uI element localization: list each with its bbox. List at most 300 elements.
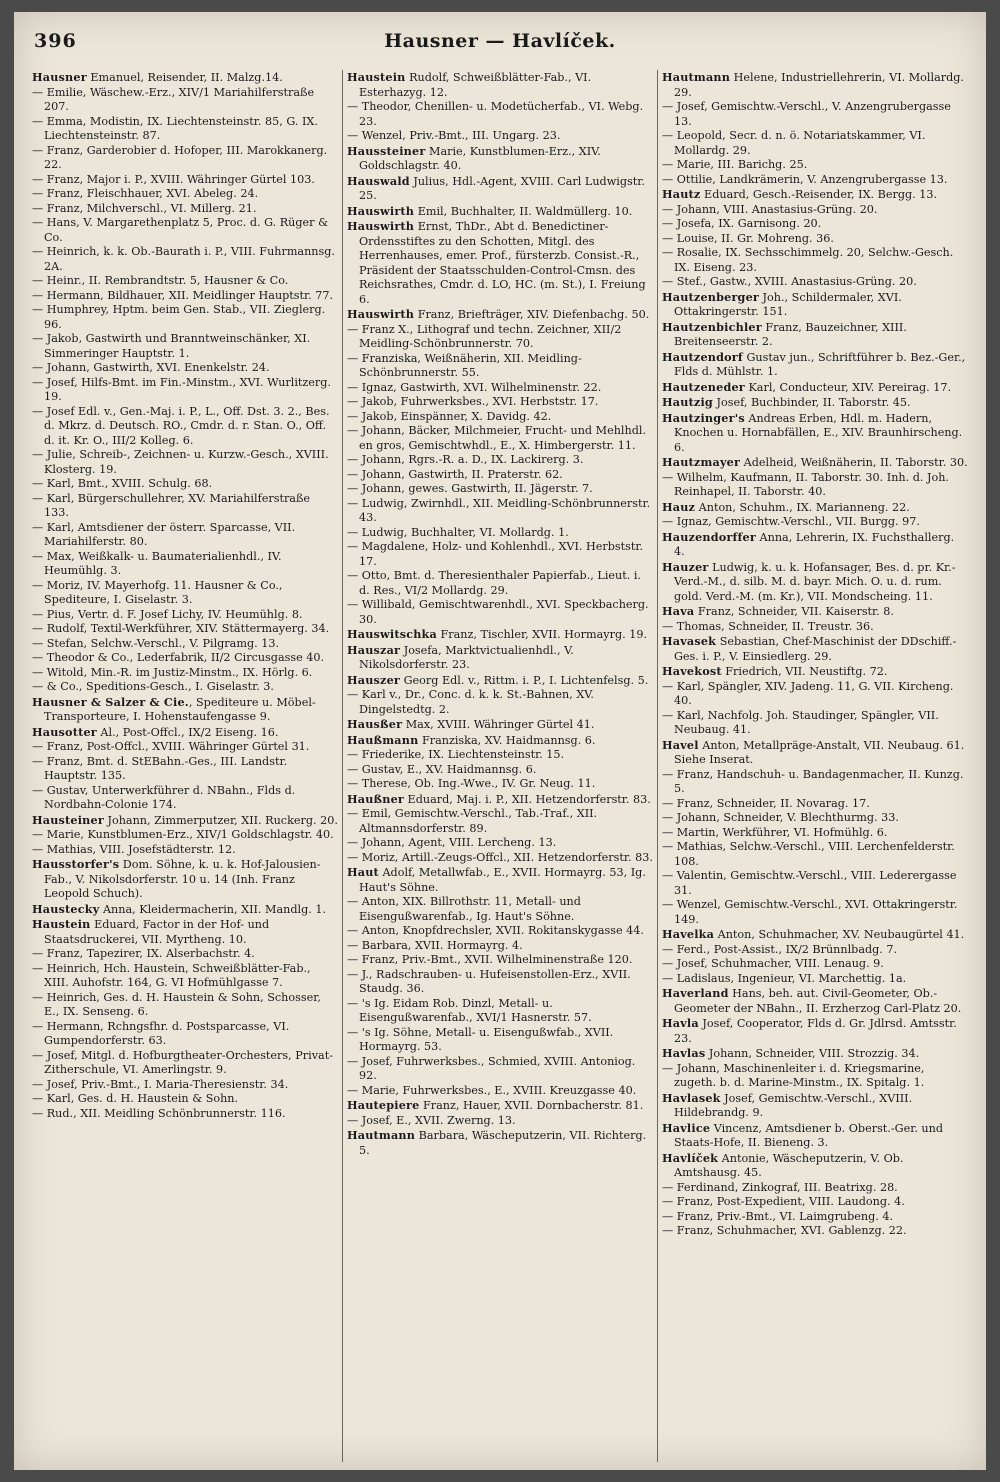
- directory-entry: [347, 410, 653, 425]
- entry-text: — Jakob, Gastwirth und Branntweinschänker, XI. Simmeringer Hauptstr. 1.: [32, 332, 311, 360]
- entry-text: — Johann, Schneider, V. Blechthurmg. 33.: [662, 811, 899, 824]
- entry-surname: Haustein: [32, 917, 91, 931]
- entry-text: — Pius, Vertr. d. F. Josef Lichy, IV. Heumühlg. 8.: [32, 607, 303, 621]
- directory-entry: [347, 748, 653, 763]
- entry-surname: Hautzig: [662, 395, 713, 409]
- directory-entry: [347, 569, 653, 598]
- entry-surname: Hautzenbichler: [662, 319, 762, 334]
- entry-text: — Jakob, Einspänner, X. Davidg. 42.: [347, 409, 552, 423]
- entry-surname: Hausner: [32, 70, 87, 84]
- entry-surname: Hauz: [662, 499, 696, 514]
- entry-text: — Martin, Werkführer, VI. Hofmühlg. 6.: [662, 825, 888, 839]
- directory-entry: [32, 86, 338, 115]
- entry-text: — Josef, Fuhrwerksbes., Schmied, XVIII. Antoniog. 92.: [347, 1054, 636, 1082]
- entry-surname: Hauswirth: [347, 203, 415, 218]
- entry-surname: Havel: [662, 737, 699, 752]
- entry-text: — Marie, III. Barichg. 25.: [662, 158, 808, 171]
- entry-surname: Haustecky: [32, 901, 100, 916]
- entry-text: — Franz, Handschuh- u. Bandagenmacher, II. Kunzg. 5.: [662, 767, 964, 795]
- directory-entry: [347, 865, 653, 895]
- directory-entry: [32, 1049, 338, 1078]
- directory-entry: [347, 836, 653, 851]
- entry-surname: Hauszar: [347, 642, 401, 657]
- directory-entry: [32, 857, 338, 902]
- entry-text: Anna, Lehrerin, IX. Fuchsthallerg. 4.: [674, 530, 955, 558]
- directory-entry: [347, 953, 653, 968]
- entry-text: Antonie, Wäscheputzerin, V. Ob. Amtshausg. 45.: [674, 1151, 904, 1179]
- entry-text: Josef, Cooperator, Flds d. Gr. Jdlrsd. Amtsstr. 23.: [674, 1017, 957, 1045]
- directory-entry: [347, 468, 653, 483]
- entry-text: — Mathias, VIII. Josefstädterstr. 12.: [32, 842, 236, 856]
- directory-entry: [32, 187, 338, 202]
- entry-text: Josefa, Marktvictualienhdl., V. Nikolsdorferstr. 23.: [359, 643, 574, 671]
- entry-text: Julius, Hdl.-Agent, XVIII. Carl Ludwigstr. 25.: [359, 174, 645, 202]
- directory-entry: [32, 622, 338, 637]
- entry-text: — Franz, Tapezirer, IX. Alserbachstr. 4.: [32, 947, 255, 960]
- entry-surname: Hauswirth: [347, 219, 415, 233]
- entry-text: Al., Post-Offcl., IX/2 Eiseng. 16.: [96, 725, 279, 739]
- column-divider: [342, 70, 343, 1462]
- directory-entry: [662, 560, 968, 605]
- directory-entry: [32, 962, 338, 991]
- entry-text: — Johann, VIII. Anastasius-Grüng. 20.: [662, 202, 878, 216]
- directory-entry: [662, 797, 968, 812]
- entry-text: — Jakob, Fuhrwerksbes., XVI. Herbststr. 17.: [347, 395, 599, 408]
- directory-entry: [662, 840, 968, 869]
- directory-entry: [347, 1055, 653, 1084]
- entry-text: — Ludwig, Buchhalter, VI. Mollardg. 1.: [347, 525, 569, 539]
- entry-text: — Hermann, Bildhauer, XII. Meidlinger Hauptstr. 77.: [32, 288, 334, 302]
- entry-text: — Valentin, Gemischtw.-Verschl., VIII. Lederergasse 31.: [662, 869, 957, 897]
- entry-text: Eduard, Maj. i. P., XII. Hetzendorferstr. 83.: [404, 792, 651, 806]
- entry-text: — Thomas, Schneider, II. Treustr. 36.: [662, 619, 874, 633]
- entry-text: Emil, Buchhalter, II. Waldmüllerg. 10.: [414, 204, 633, 218]
- directory-entry: [32, 740, 338, 755]
- directory-entry: [347, 381, 653, 396]
- entry-text: — Heinrich, k. k. Ob.-Baurath i. P., VIII. Fuhrmannsg. 2A.: [32, 245, 335, 273]
- entry-text: — Karl, Ges. d. H. Haustein & Sohn.: [32, 1092, 239, 1105]
- entry-text: Franz, Hauer, XVII. Dornbacherstr. 81.: [419, 1099, 644, 1112]
- directory-entry: [32, 448, 338, 477]
- entry-text: — Mathias, Selchw.-Verschl., VIII. Lerchenfelderstr. 108.: [662, 840, 955, 868]
- entry-text: — Theodor, Chenillen- u. Modetücherfab., VI. Webg. 23.: [347, 100, 644, 128]
- directory-entry: [347, 627, 653, 643]
- entry-text: — Stefan, Selchw.-Verschl., V. Pilgramg. 13.: [32, 636, 280, 650]
- directory-entry: [32, 477, 338, 492]
- entry-text: — Barbara, XVII. Hormayrg. 4.: [347, 938, 523, 952]
- directory-entry: [662, 1046, 968, 1062]
- directory-entry: [662, 1224, 968, 1239]
- directory-entry: [662, 826, 968, 841]
- entry-text: — Moriz, IV. Mayerhofg. 11. Hausner & Co., Spediteure, I. Giselastr. 3.: [32, 578, 283, 606]
- entry-text: — Emil, Gemischtw.-Verschl., Tab.-Traf., XII. Altmannsdorferstr. 89.: [347, 807, 598, 835]
- entry-text: — & Co., Speditions-Gesch., I. Giselastr. 3.: [32, 680, 274, 693]
- directory-entry: [32, 70, 338, 86]
- entry-text: — Karl, Nachfolg. Joh. Staudinger, Spängler, VII. Neubaug. 41.: [662, 708, 939, 736]
- directory-entry: [662, 395, 968, 411]
- entry-text: — Karl v., Dr., Conc. d. k. k. St.-Bahnen, XV. Dingelstedtg. 2.: [347, 688, 594, 716]
- directory-entry: [32, 521, 338, 550]
- entry-text: — Rosalie, IX. Sechsschimmelg. 20, Selchw.-Gesch. IX. Eiseng. 23.: [662, 246, 954, 274]
- directory-entry: [662, 620, 968, 635]
- entry-text: — J., Radschrauben- u. Hufeisenstollen-Erz., XVII. Staudg. 36.: [347, 967, 631, 995]
- entry-text: Anton, Schuhmacher, XV. Neubaugürtel 41.: [714, 928, 965, 941]
- directory-entry: [662, 1062, 968, 1091]
- entry-text: Franziska, XV. Haidmannsg. 6.: [418, 733, 596, 747]
- directory-entry: [662, 471, 968, 500]
- entry-text: — Ferd., Post-Assist., IX/2 Brünnlbadg. 7.: [662, 942, 898, 956]
- entry-text: — Gustav, E., XV. Haidmannsg. 6.: [347, 762, 537, 776]
- entry-text: Anton, Metallpräge-Anstalt, VII. Neubaug. 61. Siehe Inserat.: [674, 738, 965, 766]
- directory-entry: [347, 482, 653, 497]
- directory-entry: [662, 634, 968, 664]
- entry-text: — Ignaz, Gemischtw.-Verschl., VII. Burgg. 97.: [662, 515, 920, 528]
- entry-text: — Franz, Priv.-Bmt., VI. Laimgrubeng. 4.: [662, 1209, 894, 1223]
- entry-text: Friedrich, VII. Neustiftg. 72.: [721, 665, 888, 678]
- entry-surname: Hausstorfer's: [32, 857, 120, 871]
- entry-surname: Hausner & Salzer & Cie.: [32, 694, 189, 709]
- directory-entry: [662, 1181, 968, 1196]
- entry-text: — Franz, Major i. P., XVIII. Währinger Gürtel 103.: [32, 172, 315, 186]
- directory-entry: [347, 1026, 653, 1055]
- directory-entry: [662, 1210, 968, 1225]
- directory-entry: [347, 997, 653, 1026]
- entry-text: — Karl, Bmt., XVIII. Schulg. 68.: [32, 477, 213, 490]
- directory-entry: [32, 579, 338, 608]
- directory-entry: [662, 1121, 968, 1151]
- directory-entry: [662, 320, 968, 350]
- entry-surname: Hautz: [662, 187, 701, 201]
- entry-text: Gustav jun., Schriftführer b. Bez.-Ger., Flds d. Mühlstr. 1.: [674, 350, 966, 378]
- entry-text: Johann, Schneider, VIII. Strozzig. 34.: [705, 1047, 920, 1060]
- directory-entry: [32, 492, 338, 521]
- entry-surname: Haverland: [662, 986, 729, 1000]
- entry-text: — Josef, Schuhmacher, VIII. Lenaug. 9.: [662, 957, 884, 970]
- directory-entry: [32, 202, 338, 217]
- entry-text: — Gustav, Unterwerkführer d. NBahn., Flds d. Nordbahn-Colonie 174.: [32, 783, 296, 811]
- entry-text: Karl, Conducteur, XIV. Pereirag. 17.: [744, 380, 952, 394]
- directory-entry: [347, 540, 653, 569]
- directory-entry: [32, 917, 338, 947]
- entry-text: — Wenzel, Priv.-Bmt., III. Ungarg. 23.: [347, 129, 561, 142]
- directory-entry: [662, 943, 968, 958]
- entry-text: — Heinr., II. Rembrandtstr. 5, Hausner & Co.: [32, 274, 289, 287]
- entry-text: Ludwig, k. u. k. Hofansager, Bes. d. pr. Kr.-Verd.-M., d. silb. M. d. bayr. Mich. O. u. d. rum. gold. Verd.-M. (m. Kr.), VII. Mondscheing. 11.: [674, 560, 956, 603]
- entry-text: — Emilie, Wäschew.-Erz., XIV/1 Mariahilferstraße 207.: [32, 85, 315, 113]
- directory-entry: [32, 637, 338, 652]
- directory-entry: [347, 219, 653, 307]
- entry-text: Hans, beh. aut. Civil-Geometer, Ob.-Geometer der NBahn., II. Erzherzog Carl-Platz 20.: [674, 987, 962, 1015]
- directory-entry: [347, 70, 653, 100]
- directory-entry: [347, 453, 653, 468]
- directory-entry: [662, 455, 968, 471]
- directory-entry: [662, 515, 968, 530]
- directory-entry: [662, 232, 968, 247]
- entry-text: Emanuel, Reisender, II. Malzg.14.: [86, 71, 283, 84]
- entry-text: Adolf, Metallwfab., E., XVII. Hormayrg. 53, Ig. Haut's Söhne.: [359, 866, 646, 894]
- entry-text: — Franz, Bmt. d. StEBahn.-Ges., III. Landstr. Hauptstr. 135.: [32, 754, 288, 782]
- entry-text: — Friederike, IX. Liechtensteinstr. 15.: [347, 748, 565, 761]
- entry-text: — Heinrich, Ges. d. H. Haustein & Sohn, Schosser, E., IX. Senseng. 6.: [32, 990, 321, 1018]
- directory-entry: [347, 792, 653, 808]
- directory-entry: [32, 902, 338, 918]
- entry-surname: Hauzendorffer: [662, 529, 756, 544]
- entry-text: — Theodor & Co., Lederfabrik, II/2 Circusgasse 40.: [32, 651, 325, 664]
- directory-entry: [347, 1098, 653, 1114]
- directory-entry: [347, 526, 653, 541]
- entry-text: — Hermann, Rchngsfhr. d. Postsparcasse, VI. Gumpendorferstr. 63.: [32, 1019, 290, 1047]
- entry-surname: Hautzinger's: [662, 410, 745, 425]
- directory-entry: [32, 813, 338, 829]
- entry-text: — Franz, Post-Expedient, VIII. Laudong. 4.: [662, 1195, 905, 1208]
- entry-text: — Heinrich, Hch. Haustein, Schweißblätter-Fab., XIII. Auhofstr. 164, G. VI Hofmühlgasse 7.: [32, 961, 311, 989]
- directory-entry: [347, 939, 653, 954]
- entry-text: — Karl, Spängler, XIV. Jadeng. 11, G. VII. Kircheng. 40.: [662, 679, 954, 707]
- column-3: [662, 70, 968, 1462]
- directory-entry: [347, 643, 653, 673]
- entry-text: Anton, Schuhm., IX. Marianneng. 22.: [695, 500, 910, 514]
- directory-entry: [662, 173, 968, 188]
- entry-text: — Josef, Priv.-Bmt., I. Maria-Theresienstr. 34.: [32, 1077, 289, 1091]
- entry-text: — Max, Weißkalk- u. Baumaterialienhdl., IV. Heumühlg. 3.: [32, 549, 282, 577]
- directory-page: [14, 12, 986, 1470]
- entry-text: — Stef., Gastw., XVIII. Anastasius-Grüng. 20.: [662, 275, 917, 288]
- entry-text: Ernst, ThDr., Abt d. Benedictiner-Ordensstiftes zu den Schotten, Mitgl. des Herrenhauses, emer. Prof., fürsterzb. Consist.-R., Präsident der Staatsschulden-Control-Cmsn. des Reichsrathes, Cmdr. d. LO, HC. (m. St.), I. Freiung 6.: [359, 220, 646, 306]
- entry-text: — Marie, Fuhrwerksbes., E., XVIII. Kreuzgasse 40.: [347, 1083, 637, 1097]
- entry-surname: Haußmann: [347, 732, 419, 747]
- entry-text: — Julie, Schreib-, Zeichnen- u. Kurzw.-Gesch., XVIII. Klosterg. 19.: [32, 448, 329, 476]
- entry-surname: Hauswald: [347, 173, 410, 188]
- entry-text: Marie, Kunstblumen-Erz., XIV. Goldschlagstr. 40.: [359, 144, 601, 172]
- page-number: 396: [34, 30, 77, 52]
- entry-surname: Hava: [662, 604, 695, 618]
- entry-text: Josef, Buchbinder, II. Taborstr. 45.: [712, 396, 911, 409]
- entry-surname: Hausßer: [347, 717, 403, 731]
- entry-text: — Therese, Ob. Ing.-Wwe., IV. Gr. Neug. 11.: [347, 777, 596, 790]
- entry-surname: Haußner: [347, 791, 404, 806]
- entry-text: — Moriz, Artill.-Zeugs-Offcl., XII. Hetzendorferstr. 83.: [347, 850, 653, 864]
- directory-entry: [32, 608, 338, 623]
- entry-text: — Ladislaus, Ingenieur, VI. Marchettig. 1a.: [662, 971, 907, 985]
- directory-columns: [32, 70, 968, 1462]
- directory-entry: [662, 411, 968, 456]
- entry-text: — Josef, Mitgl. d. Hofburgtheater-Orchesters, Privat-Zitherschule, VI. Amerlingstr. 9.: [32, 1048, 333, 1076]
- entry-text: Rudolf, Schweißblätter-Fab., VI. Esterhazyg. 12.: [359, 71, 592, 99]
- entry-text: Vincenz, Amtsdiener b. Oberst.-Ger. und Staats-Hofe, II. Bieneng. 3.: [674, 1121, 943, 1149]
- entry-surname: Havlice: [662, 1120, 711, 1135]
- entry-text: — Louise, II. Gr. Mohreng. 36.: [662, 231, 834, 245]
- entry-surname: Hauszer: [347, 672, 401, 687]
- entry-surname: Haustein: [347, 70, 406, 84]
- entry-text: Johann, Zimmerputzer, XII. Ruckerg. 20.: [103, 813, 338, 827]
- entry-text: — Rudolf, Textil-Werkführer, XIV. Stättermayerg. 34.: [32, 622, 330, 635]
- directory-entry: [662, 957, 968, 972]
- entry-text: — Johann, Agent, VIII. Lercheng. 13.: [347, 836, 557, 849]
- entry-text: Franz, Schneider, VII. Kaiserstr. 8.: [694, 605, 894, 618]
- entry-text: Eduard, Gesch.-Reisender, IX. Bergg. 13.: [700, 188, 938, 201]
- entry-surname: Havlíček: [662, 1150, 719, 1165]
- directory-entry: [32, 1078, 338, 1093]
- directory-entry: [662, 1016, 968, 1046]
- entry-surname: Haut: [347, 865, 379, 879]
- entry-text: — Wilhelm, Kaufmann, II. Taborstr. 30. Inh. d. Joh. Reinhapel, II. Taborstr. 40.: [662, 470, 949, 498]
- directory-entry: [662, 246, 968, 275]
- directory-entry: [32, 1092, 338, 1107]
- entry-text: — Otto, Bmt. d. Theresienthaler Papierfab., Lieut. i. d. Res., VI/2 Mollardg. 29.: [347, 569, 641, 597]
- entry-text: — Anton, Knopfdrechsler, XVII. Rokitanskygasse 44.: [347, 924, 644, 937]
- entry-text: — Franz, Post-Offcl., XVIII. Währinger Gürtel 31.: [32, 740, 310, 753]
- entry-text: — Franziska, Weißnäherin, XII. Meidling-Schönbrunnerstr. 55.: [347, 351, 582, 379]
- entry-text: — Franz, Garderobier d. Hofoper, III. Marokkanerg. 22.: [32, 143, 328, 171]
- page-header: [14, 30, 986, 62]
- entry-text: Sebastian, Chef-Maschinist der DDschiff.-Ges. i. P., V. Einsiedlerg. 29.: [674, 635, 957, 663]
- directory-entry: [347, 895, 653, 924]
- directory-entry: [347, 733, 653, 749]
- directory-entry: [32, 1020, 338, 1049]
- column-divider: [657, 70, 658, 1462]
- entry-text: — Ferdinand, Zinkograf, III. Beatrixg. 28.: [662, 1180, 898, 1194]
- directory-entry: [347, 307, 653, 323]
- directory-entry: [347, 395, 653, 410]
- directory-entry: [32, 695, 338, 725]
- directory-entry: [32, 303, 338, 332]
- directory-entry: [347, 100, 653, 129]
- directory-entry: [662, 664, 968, 680]
- entry-text: — Johann, Rgrs.-R. a. D., IX. Lackirerg. 3.: [347, 453, 584, 466]
- directory-entry: [662, 972, 968, 987]
- entry-text: — Franz, Milchverschl., VI. Millerg. 21.: [32, 201, 257, 215]
- entry-text: Eduard, Factor in der Hof- und Staatsdruckerei, VII. Myrtheng. 10.: [44, 918, 270, 946]
- entry-text: Dom. Söhne, k. u. k. Hof-Jalousien-Fab., V. Nikolsdorferstr. 10 u. 14 (Inh. Franz Leopold Schuch).: [44, 858, 321, 900]
- entry-surname: Havasek: [662, 634, 717, 648]
- directory-entry: [32, 680, 338, 695]
- entry-text: — Ludwig, Zwirnhdl., XII. Meidling-Schönbrunnerstr. 43.: [347, 496, 651, 524]
- directory-entry: [347, 688, 653, 717]
- entry-text: — Franz, Schneider, II. Novarag. 17.: [662, 796, 870, 810]
- entry-text: — Wenzel, Gemischtw.-Verschl., XVI. Ottakringerstr. 149.: [662, 898, 958, 926]
- entry-text: Adelheid, Weißnäherin, II. Taborstr. 30.: [740, 456, 968, 469]
- directory-entry: [662, 129, 968, 158]
- entry-text: — Josefa, IX. Garnisong. 20.: [662, 217, 822, 230]
- entry-text: — Ignaz, Gastwirth, XVI. Wilhelminenstr. 22.: [347, 380, 602, 394]
- entry-text: — Humphrey, Hptm. beim Gen. Stab., VII. Zieglerg. 96.: [32, 303, 326, 331]
- directory-entry: [32, 947, 338, 962]
- directory-entry: [347, 204, 653, 220]
- entry-surname: Hautmann: [662, 70, 731, 84]
- entry-text: Joh., Schildermaler, XVI. Ottakringerstr. 151.: [674, 290, 902, 318]
- directory-entry: [32, 828, 338, 843]
- directory-entry: [662, 898, 968, 927]
- running-head: Hausner — Havlíček.: [384, 30, 616, 52]
- entry-text: — Rud., XII. Meidling Schönbrunnerstr. 116.: [32, 1106, 286, 1120]
- directory-entry: [662, 680, 968, 709]
- directory-entry: [32, 1107, 338, 1122]
- entry-text: — Johann, Gastwirth, XVI. Enenkelstr. 24.: [32, 361, 270, 374]
- directory-entry: [662, 869, 968, 898]
- entry-text: — Karl, Bürgerschullehrer, XV. Mariahilferstraße 133.: [32, 491, 311, 519]
- directory-entry: [662, 158, 968, 173]
- entry-text: — 's Ig. Eidam Rob. Dinzl, Metall- u. Eisengußwarenfab., XVI/1 Hasnerstr. 57.: [347, 996, 592, 1024]
- directory-entry: [347, 144, 653, 174]
- entry-surname: Hautzeneder: [662, 379, 745, 394]
- directory-entry: [347, 763, 653, 778]
- directory-entry: [662, 70, 968, 100]
- directory-entry: [32, 405, 338, 449]
- entry-text: — Anton, XIX. Billrothstr. 11, Metall- und Eisengußwarenfab., Ig. Haut's Söhne.: [347, 895, 581, 923]
- directory-entry: [662, 290, 968, 320]
- entry-surname: Hauzer: [662, 559, 709, 574]
- directory-entry: [662, 604, 968, 620]
- directory-entry: [347, 497, 653, 526]
- directory-entry: [347, 968, 653, 997]
- entry-surname: Havlas: [662, 1046, 706, 1060]
- directory-entry: [32, 144, 338, 173]
- entry-text: — Hans, V. Margarethenplatz 5, Proc. d. G. Rüger & Co.: [32, 216, 329, 244]
- entry-text: — Johann, Maschinenleiter i. d. Kriegsmarine, zugeth. b. d. Marine-Minstm., IX. Spitalg. 1.: [662, 1061, 925, 1089]
- entry-text: — 's Ig. Söhne, Metall- u. Eisengußwfab., XVII. Hormayrg. 53.: [347, 1025, 614, 1053]
- entry-text: Barbara, Wäscheputzerin, VII. Richterg. 5.: [359, 1129, 647, 1157]
- directory-entry: [347, 1084, 653, 1099]
- directory-entry: [32, 991, 338, 1020]
- directory-entry: [32, 725, 338, 741]
- entry-text: — Johann, Bäcker, Milchmeier, Frucht- und Mehlhdl. en gros, Gemischtwhdl., E., X. Himbergerstr. 11.: [347, 424, 646, 452]
- directory-entry: [662, 1195, 968, 1210]
- entry-text: — Witold, Min.-R. im Justiz-Minstm., IX. Hörlg. 6.: [32, 665, 313, 679]
- directory-entry: [662, 768, 968, 797]
- directory-entry: [32, 173, 338, 188]
- directory-entry: [662, 217, 968, 232]
- directory-entry: [347, 673, 653, 689]
- entry-text: Georg Edl. v., Rittm. i. P., I. Lichtenfelsg. 5.: [400, 673, 649, 687]
- entry-surname: Havlasek: [662, 1090, 721, 1105]
- directory-entry: [662, 500, 968, 516]
- entry-text: , Spediteure u. Möbel-Transporteure, I. Hohenstaufengasse 9.: [44, 695, 316, 723]
- directory-entry: [662, 738, 968, 768]
- directory-entry: [347, 924, 653, 939]
- directory-entry: [347, 1128, 653, 1158]
- directory-entry: [347, 777, 653, 792]
- entry-text: — Josef, E., XVII. Zwerng. 13.: [347, 1113, 516, 1127]
- entry-text: Franz, Briefträger, XIV. Diefenbachg. 50.: [414, 308, 650, 321]
- entry-text: — Josef, Hilfs-Bmt. im Fin.-Minstm., XVI. Wurlitzerg. 19.: [32, 375, 331, 403]
- directory-entry: [347, 323, 653, 352]
- directory-entry: [32, 274, 338, 289]
- column-1: [32, 70, 338, 1462]
- entry-surname: Hausotter: [32, 724, 97, 739]
- directory-entry: [347, 1114, 653, 1129]
- directory-entry: [662, 380, 968, 396]
- directory-entry: [347, 424, 653, 453]
- directory-entry: [32, 289, 338, 304]
- entry-surname: Havla: [662, 1016, 699, 1030]
- entry-text: — Karl, Amtsdiener der österr. Sparcasse, VII. Mariahilferstr. 80.: [32, 520, 296, 548]
- directory-entry: [32, 216, 338, 245]
- directory-entry: [32, 245, 338, 274]
- directory-entry: [347, 174, 653, 204]
- directory-entry: [662, 709, 968, 738]
- directory-entry: [662, 350, 968, 380]
- entry-text: Andreas Erben, Hdl. m. Hadern, Knochen u. Hornabfällen, E., XIV. Braunhirscheng. 6.: [674, 411, 963, 454]
- entry-text: — Johann, gewes. Gastwirth, II. Jägerstr. 7.: [347, 482, 593, 495]
- directory-entry: [347, 717, 653, 733]
- entry-text: — Franz, Fleischhauer, XVI. Abeleg. 24.: [32, 187, 259, 200]
- directory-entry: [32, 843, 338, 858]
- directory-entry: [32, 115, 338, 144]
- directory-entry: [662, 275, 968, 290]
- entry-text: Franz, Bauzeichner, XIII. Breitenseerstr. 2.: [674, 320, 907, 348]
- entry-surname: Hauswitschka: [347, 627, 437, 641]
- directory-entry: [347, 851, 653, 866]
